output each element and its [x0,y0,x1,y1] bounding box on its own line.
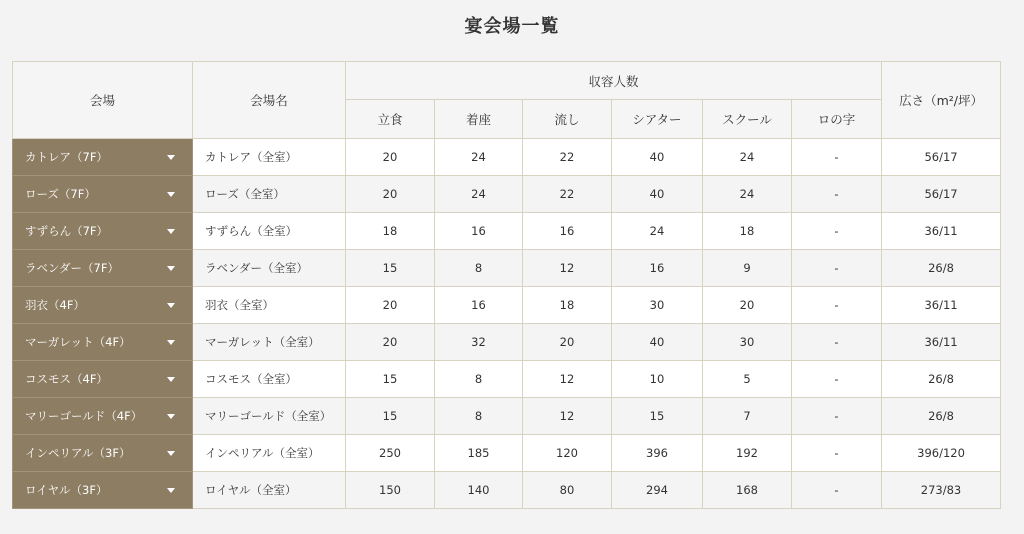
page-title: 宴会場一覧 [464,16,560,37]
capacity-cell: 12 [523,398,612,435]
venue-column-header: 会場 [13,62,193,139]
venue-table [12,61,1001,509]
capacity-cell: 10 [612,361,703,398]
venue-label: 羽衣（4F） [25,298,85,312]
venue-dropdown[interactable] [13,213,193,250]
capacity-cell: 15 [612,398,703,435]
area-cell: 26/8 [882,250,1001,287]
capacity-cell: 40 [612,324,703,361]
capacity-cell: 185 [435,435,523,472]
capacity-cell: - [792,324,882,361]
capacity-cell: 20 [703,287,792,324]
capacity-cell: 20 [523,324,612,361]
chevron-down-icon[interactable] [167,340,175,345]
venue-dropdown[interactable] [13,287,193,324]
table-row [13,176,1001,213]
capacity-cell: 22 [523,139,612,176]
capacity-cell: 20 [346,139,435,176]
area-cell: 56/17 [882,176,1001,213]
table-row [13,139,1001,176]
venue-label: インペリアル（3F） [25,446,131,460]
venue-dropdown[interactable] [13,398,193,435]
capacity-cell: 15 [346,361,435,398]
venue-label: ラベンダー（7F） [25,261,119,275]
venue-name-cell: ラベンダー（全室） [193,250,346,287]
capacity-cell: 168 [703,472,792,509]
chevron-down-icon[interactable] [167,414,175,419]
capacity-cell: 7 [703,398,792,435]
capacity-cell: 15 [346,250,435,287]
venue-dropdown[interactable] [13,435,193,472]
venue-name-cell: マリーゴールド（全室） [193,398,346,435]
area-cell: 26/8 [882,361,1001,398]
capacity-cell: 16 [435,287,523,324]
venue-name-cell: ローズ（全室） [193,176,346,213]
table-row [13,250,1001,287]
capacity-cell: 32 [435,324,523,361]
capacity-column-header: シアター [612,100,703,139]
capacity-cell: 5 [703,361,792,398]
capacity-cell: 24 [435,139,523,176]
venue-label: ロイヤル（3F） [25,483,108,497]
capacity-column-header: 着座 [435,100,523,139]
area-cell: 26/8 [882,398,1001,435]
venue-name-cell: 羽衣（全室） [193,287,346,324]
capacity-cell: 24 [435,176,523,213]
chevron-down-icon[interactable] [167,192,175,197]
venue-name-column-header: 会場名 [193,62,346,139]
capacity-cell: 16 [523,213,612,250]
table-row [13,398,1001,435]
capacity-cell: 30 [612,287,703,324]
venue-dropdown[interactable] [13,176,193,213]
capacity-cell: 120 [523,435,612,472]
capacity-cell: 9 [703,250,792,287]
venue-dropdown[interactable] [13,250,193,287]
venue-dropdown[interactable] [13,324,193,361]
capacity-cell: 20 [346,176,435,213]
capacity-cell: 30 [703,324,792,361]
venue-label: すずらん（7F） [25,224,109,238]
venue-label: マーガレット（4F） [25,335,131,349]
venue-name-cell: マーガレット（全室） [193,324,346,361]
area-cell: 56/17 [882,139,1001,176]
capacity-cell: - [792,213,882,250]
capacity-cell: 18 [703,213,792,250]
capacity-cell: 140 [435,472,523,509]
capacity-cell: 12 [523,361,612,398]
capacity-cell: 250 [346,435,435,472]
area-cell: 273/83 [882,472,1001,509]
venue-name-cell: すずらん（全室） [193,213,346,250]
venue-dropdown[interactable] [13,472,193,509]
capacity-cell: - [792,139,882,176]
chevron-down-icon[interactable] [167,377,175,382]
area-cell: 396/120 [882,435,1001,472]
capacity-cell: 24 [703,139,792,176]
venue-label: ローズ（7F） [25,187,96,201]
capacity-cell: 24 [612,213,703,250]
venue-name-cell: カトレア（全室） [193,139,346,176]
chevron-down-icon[interactable] [167,266,175,271]
venue-name-cell: コスモス（全室） [193,361,346,398]
capacity-cell: - [792,435,882,472]
capacity-cell: 18 [346,213,435,250]
capacity-column-header: ロの字 [792,100,882,139]
capacity-cell: 8 [435,361,523,398]
capacity-cell: 294 [612,472,703,509]
capacity-cell: 20 [346,324,435,361]
table-row [13,287,1001,324]
capacity-cell: 8 [435,250,523,287]
table-row [13,472,1001,509]
area-cell: 36/11 [882,287,1001,324]
venue-label: コスモス（4F） [25,372,108,386]
table-row [13,435,1001,472]
venue-name-cell: インペリアル（全室） [193,435,346,472]
venue-dropdown[interactable] [13,361,193,398]
capacity-cell: - [792,361,882,398]
capacity-cell: - [792,176,882,213]
area-cell: 36/11 [882,324,1001,361]
capacity-cell: 12 [523,250,612,287]
capacity-cell: 16 [612,250,703,287]
venue-name-cell: ロイヤル（全室） [193,472,346,509]
chevron-down-icon[interactable] [167,451,175,456]
table-row [13,213,1001,250]
capacity-column-header: 立食 [346,100,435,139]
chevron-down-icon[interactable] [167,488,175,493]
table-row [13,324,1001,361]
capacity-cell: 40 [612,139,703,176]
capacity-column-header: 流し [523,100,612,139]
chevron-down-icon[interactable] [167,303,175,308]
capacity-cell: - [792,398,882,435]
capacity-cell: 396 [612,435,703,472]
capacity-cell: 18 [523,287,612,324]
area-column-header: 広さ（m²/坪） [882,62,1001,139]
table-row [13,361,1001,398]
capacity-cell: - [792,472,882,509]
venue-label: カトレア（7F） [25,150,108,164]
capacity-cell: 150 [346,472,435,509]
area-cell: 36/11 [882,213,1001,250]
chevron-down-icon[interactable] [167,229,175,234]
capacity-cell: 24 [703,176,792,213]
capacity-cell: 20 [346,287,435,324]
capacity-cell: - [792,250,882,287]
capacity-cell: 192 [703,435,792,472]
venue-dropdown[interactable] [13,139,193,176]
capacity-cell: 22 [523,176,612,213]
capacity-cell: 16 [435,213,523,250]
capacity-cell: 40 [612,176,703,213]
capacity-cell: 15 [346,398,435,435]
venue-label: マリーゴールド（4F） [25,409,143,423]
capacity-cell: 80 [523,472,612,509]
chevron-down-icon[interactable] [167,155,175,160]
capacity-cell: 8 [435,398,523,435]
capacity-cell: - [792,287,882,324]
capacity-group-header: 収容人数 [346,62,882,100]
capacity-column-header: スクール [703,100,792,139]
